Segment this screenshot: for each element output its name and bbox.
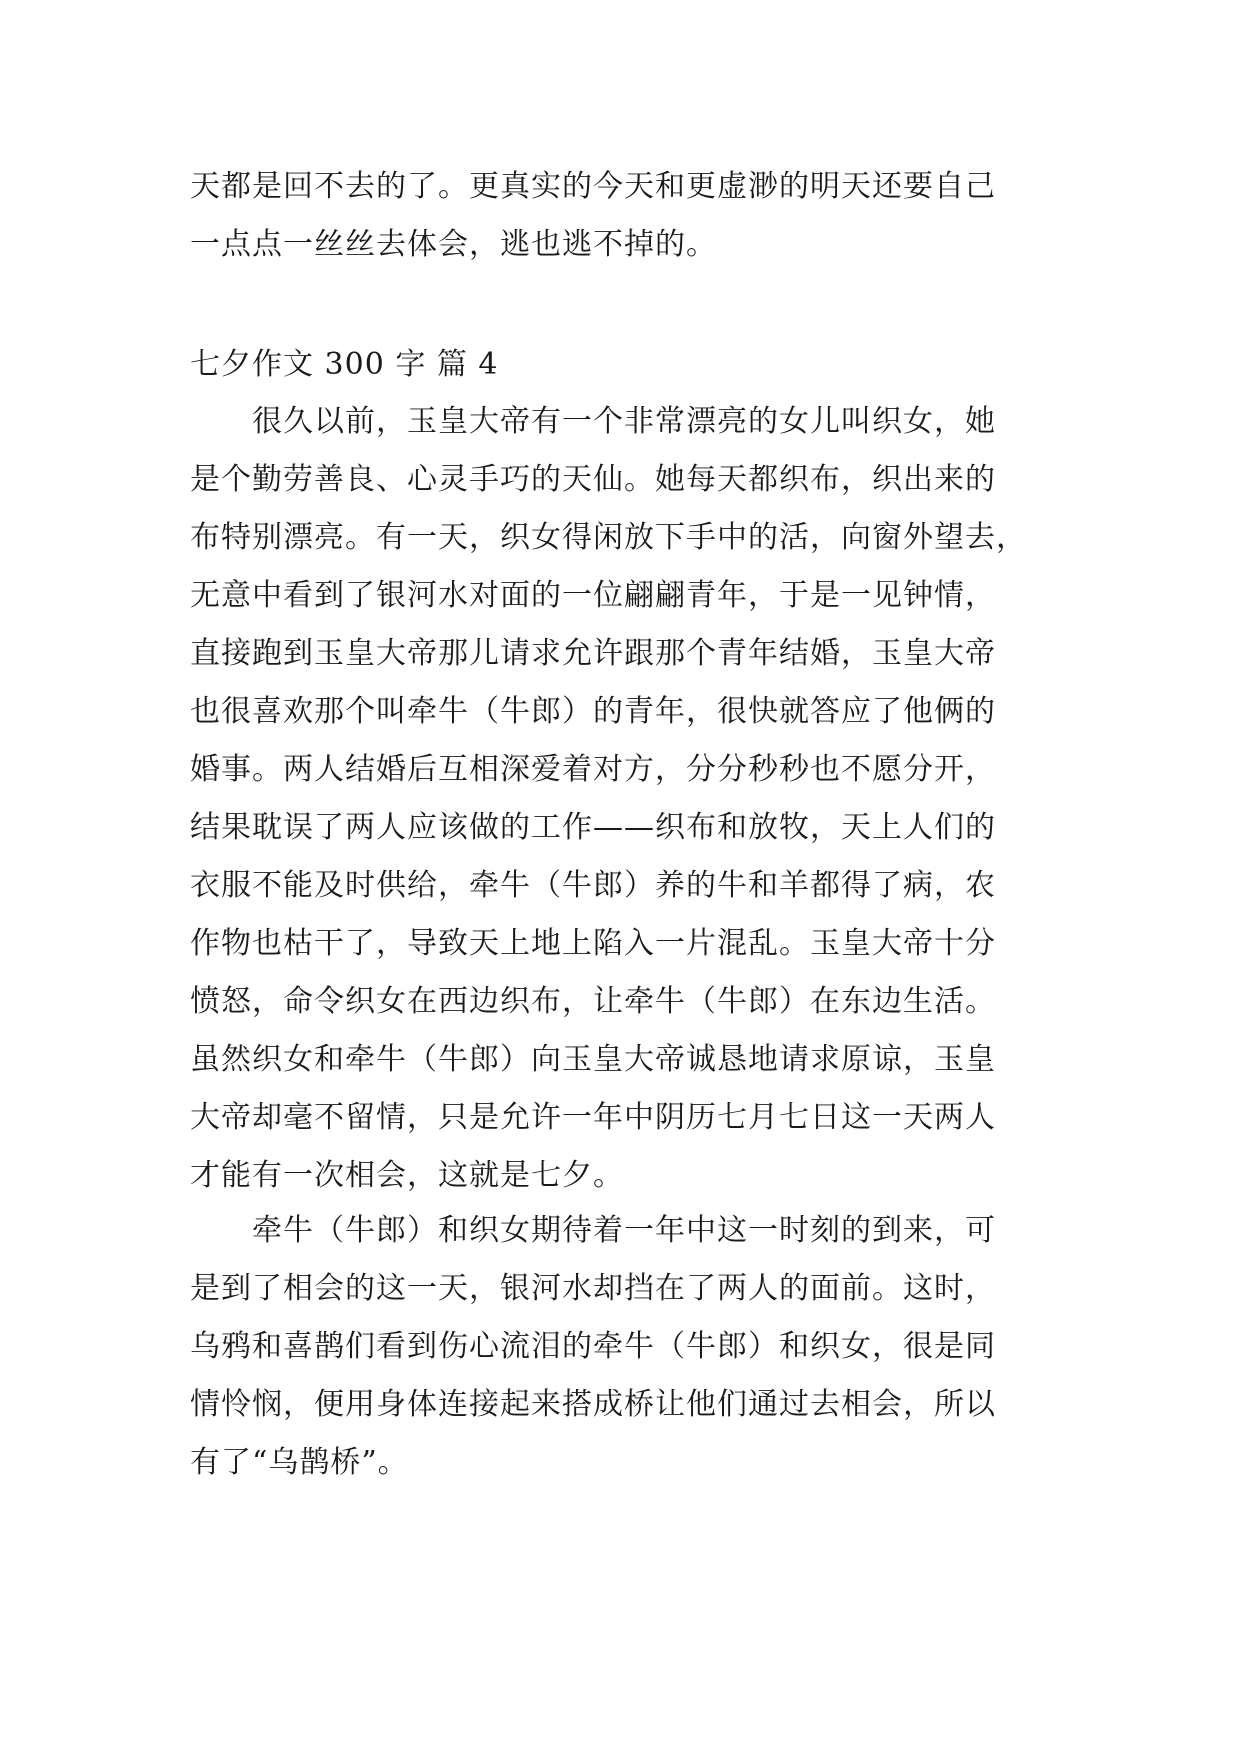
text-line: 也很喜欢那个叫牵牛（牛郎）的青年，很快就答应了他俩的 — [190, 694, 996, 729]
text-line: 牵牛（牛郎）和织女期待着一年中这一时刻的到来，可 — [252, 1213, 996, 1248]
text-line: 婚事。两人结婚后互相深爱着对方，分分秒秒也不愿分开， — [190, 752, 996, 787]
text-line: 一点点一丝丝去体会，逃也逃不掉的。 — [190, 227, 717, 262]
story-paragraph-2 — [190, 1202, 1050, 1492]
text-line: 愤怒，命令织女在西边织布，让牵牛（牛郎）在东边生活。 — [190, 984, 996, 1019]
text-line: 情怜悯，便用身体连接起来搭成桥让他们通过去相会，所以 — [190, 1387, 996, 1422]
text-line: 结果耽误了两人应该做的工作——织布和放牧，天上人们的 — [190, 810, 996, 845]
text-line: 大帝却毫不留情，只是允许一年中阴历七月七日这一天两人 — [190, 1100, 996, 1135]
text-line: 虽然织女和牵牛（牛郎）向玉皇大帝诚恳地请求原谅，玉皇 — [190, 1042, 996, 1077]
text-line: 乌鸦和喜鹊们看到伤心流泪的牵牛（牛郎）和织女，很是同 — [190, 1329, 996, 1364]
section-heading: 七夕作文 300 字 篇 4 — [190, 347, 499, 382]
text-line: 直接跑到玉皇大帝那儿请求允许跟那个青年结婚，玉皇大帝 — [190, 636, 996, 671]
text-line: 作物也枯干了，导致天上地上陷入一片混乱。玉皇大帝十分 — [190, 926, 996, 961]
continuation-paragraph — [190, 158, 1050, 274]
text-line: 无意中看到了银河水对面的一位翩翩青年，于是一见钟情， — [190, 578, 996, 613]
text-line: 很久以前，玉皇大帝有一个非常漂亮的女儿叫织女，她 — [252, 404, 996, 439]
text-line: 是个勤劳善良、心灵手巧的天仙。她每天都织布，织出来的 — [190, 462, 996, 497]
text-line: 布特别漂亮。有一天，织女得闲放下手中的活，向窗外望去， — [190, 520, 1027, 555]
text-line: 有了“乌鹊桥”。 — [190, 1445, 409, 1480]
text-line: 天都是回不去的了。更真实的今天和更虚渺的明天还要自己 — [190, 169, 996, 204]
text-line: 才能有一次相会，这就是七夕。 — [190, 1158, 624, 1193]
story-paragraph-1 — [190, 393, 1050, 1205]
text-line: 衣服不能及时供给，牵牛（牛郎）养的牛和羊都得了病，农 — [190, 868, 996, 903]
text-line: 是到了相会的这一天，银河水却挡在了两人的面前。这时， — [190, 1271, 996, 1306]
